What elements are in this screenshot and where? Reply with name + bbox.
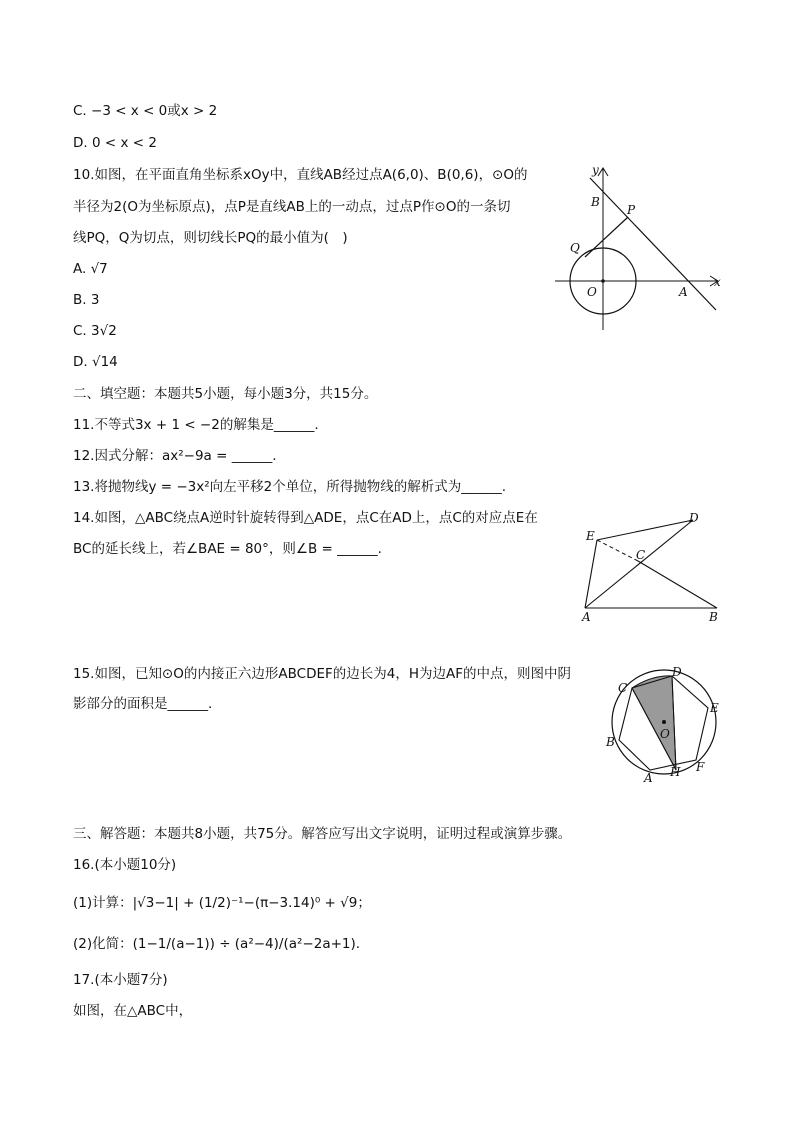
q15-label-e: E <box>710 701 719 715</box>
q15-label-h: H <box>670 765 681 779</box>
q15-label-o: O <box>660 727 670 741</box>
q10-label-a: A <box>679 285 688 299</box>
q9-option-d: D. 0 < x < 2 <box>73 135 157 151</box>
q10-label-o: O <box>587 285 597 299</box>
q10-text-line3: 线PQ，Q为切点，则切线长PQ的最小值为( ) <box>73 230 348 246</box>
q15-figure <box>600 660 730 785</box>
q13-text: 13.将抛物线y = −3x²向左平移2个单位，所得抛物线的解析式为______. <box>73 479 507 495</box>
q16-part1: (1)计算：|√3−1| + (1/2)⁻¹−(π−3.14)⁰ + √9； <box>73 895 371 911</box>
q10-option-d: D. √14 <box>73 354 118 370</box>
q10-label-y: y <box>592 163 599 177</box>
q17-text-line1: 如图，在△ABC中， <box>73 1003 193 1019</box>
q15-text-line2: 影部分的面积是______. <box>73 696 213 712</box>
q10-option-c: C. 3√2 <box>73 323 117 339</box>
q16-part2: (2)化简：(1−1/(a−1)) ÷ (a²−4)/(a²−2a+1). <box>73 936 361 952</box>
q15-label-f: F <box>696 760 705 774</box>
q16-title: 16.(本小题10分) <box>73 857 177 873</box>
q15-label-d: D <box>672 665 682 679</box>
q14-label-d: D <box>689 511 699 525</box>
q10-figure <box>550 160 730 335</box>
q15-label-a: A <box>644 771 653 785</box>
q15-label-c: C <box>618 681 628 695</box>
q14-label-e: E <box>586 529 595 543</box>
q17-title: 17.(本小题7分) <box>73 972 168 988</box>
q10-label-p: P <box>627 203 636 217</box>
q10-label-q: Q <box>570 241 580 255</box>
q10-text-line1: 10.如图，在平面直角坐标系xOy中，直线AB经过点A(6,0)、B(0,6)，⊙O的 <box>73 167 528 183</box>
q14-figure <box>575 508 725 628</box>
q14-text-line2: BC的延长线上，若∠BAE = 80°，则∠B = ______. <box>73 541 382 557</box>
section2-heading: 二、填空题：本题共5小题，每小题3分，共15分。 <box>73 386 378 402</box>
q15-text-line1: 15.如图，已知⊙O的内接正六边形ABCDEF的边长为4，H为边AF的中点，则图中阴 <box>73 666 572 682</box>
q10-label-x: x <box>714 275 721 289</box>
q10-text-line2: 半径为2(O为坐标原点)，点P是直线AB上的一动点，过点P作⊙O的一条切 <box>73 199 511 215</box>
q10-option-b: B. 3 <box>73 292 100 308</box>
q14-label-b: B <box>709 610 718 624</box>
section3-heading: 三、解答题：本题共8小题，共75分。解答应写出文字说明，证明过程或演算步骤。 <box>73 826 572 842</box>
q14-label-a: A <box>582 610 591 624</box>
q14-text-line1: 14.如图，△ABC绕点A逆时针旋转得到△ADE，点C在AD上，点C的对应点E在 <box>73 510 538 526</box>
q10-label-b: B <box>591 195 600 209</box>
q9-option-c: C. −3 < x < 0或x > 2 <box>73 103 218 119</box>
q11-text: 11.不等式3x + 1 < −2的解集是______. <box>73 417 319 433</box>
q10-option-a: A. √7 <box>73 261 108 277</box>
q15-label-b: B <box>606 735 615 749</box>
q14-label-c: C <box>636 548 646 562</box>
q12-text: 12.因式分解：ax²−9a = ______. <box>73 448 277 464</box>
